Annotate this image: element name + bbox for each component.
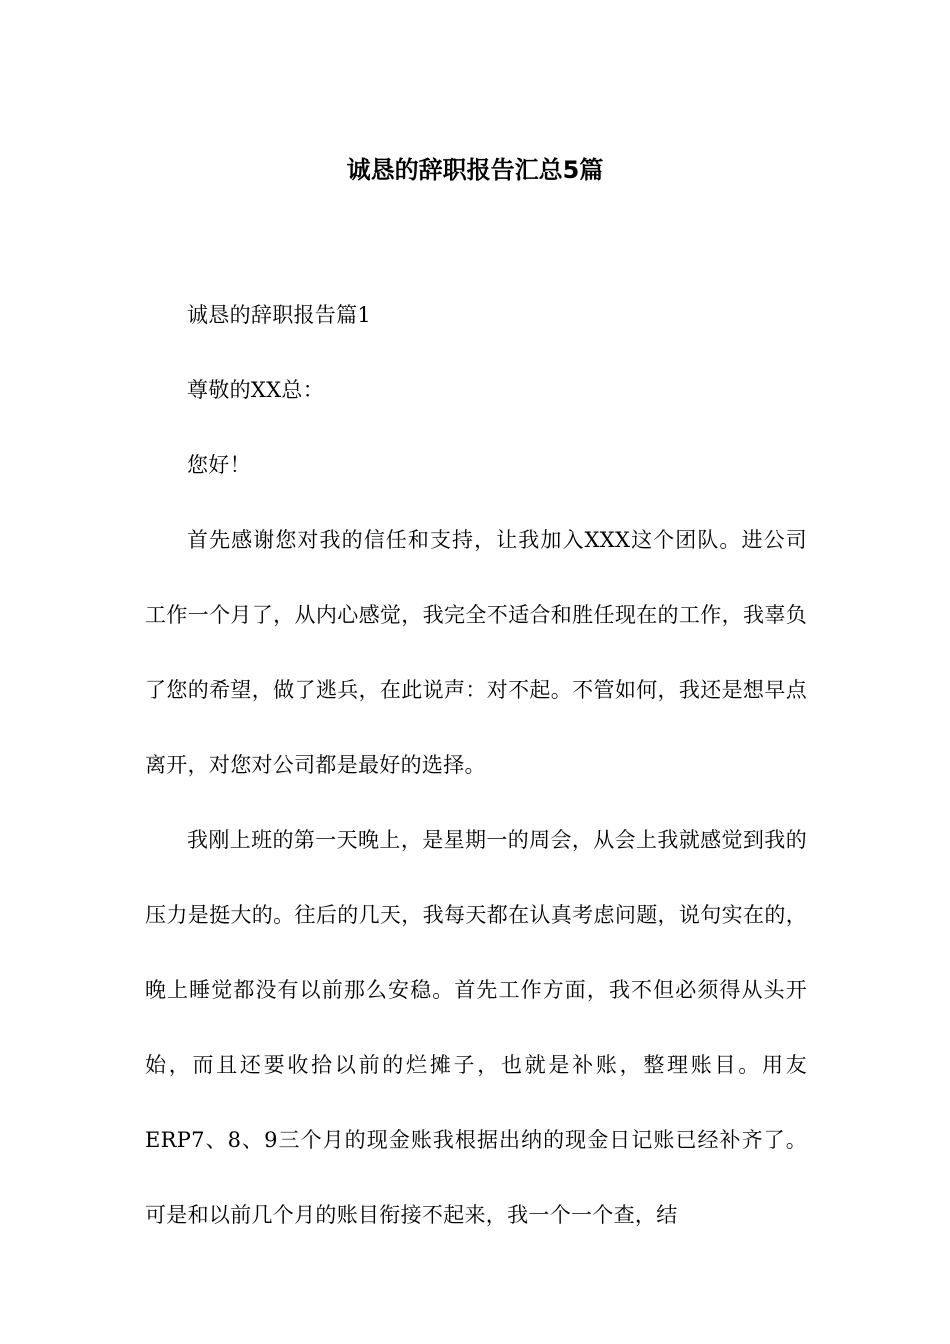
section-heading: 诚恳的辞职报告篇1 [187, 303, 372, 327]
document-title: 诚恳的辞职报告汇总5篇 [346, 156, 604, 184]
salutation: 尊敬的XX总： [187, 378, 324, 402]
body-paragraph: 首先感谢您对我的信任和支持，让我加入XXX这个团队。进公司工作一个月了，从内心感觉，我完全不适合和胜任现在的工作，我辜负了您的希望，做了逃兵，在此说声：对不起。不管如何，我还是想早点离开，对您对公司都是最好的选择。 [145, 528, 807, 777]
body-paragraph: 我刚上班的第一天晚上，是星期一的周会，从会上我就感觉到我的压力是挺大的。往后的几天，我每天都在认真考虑问题，说句实在的，晚上睡觉都没有以前那么安稳。首先工作方面，我不但必须得从头开始，而且还要收拾以前的烂摊子，也就是补账，整理账目。用友ERP7、8、9三个月的现金账我根据出纳的现金日记账已经补齐了。可是和以前几个月的账目衔接不起来，我一个一个查，结 [145, 828, 807, 1227]
document-body [145, 278, 807, 1253]
greeting: 您好！ [187, 453, 251, 477]
